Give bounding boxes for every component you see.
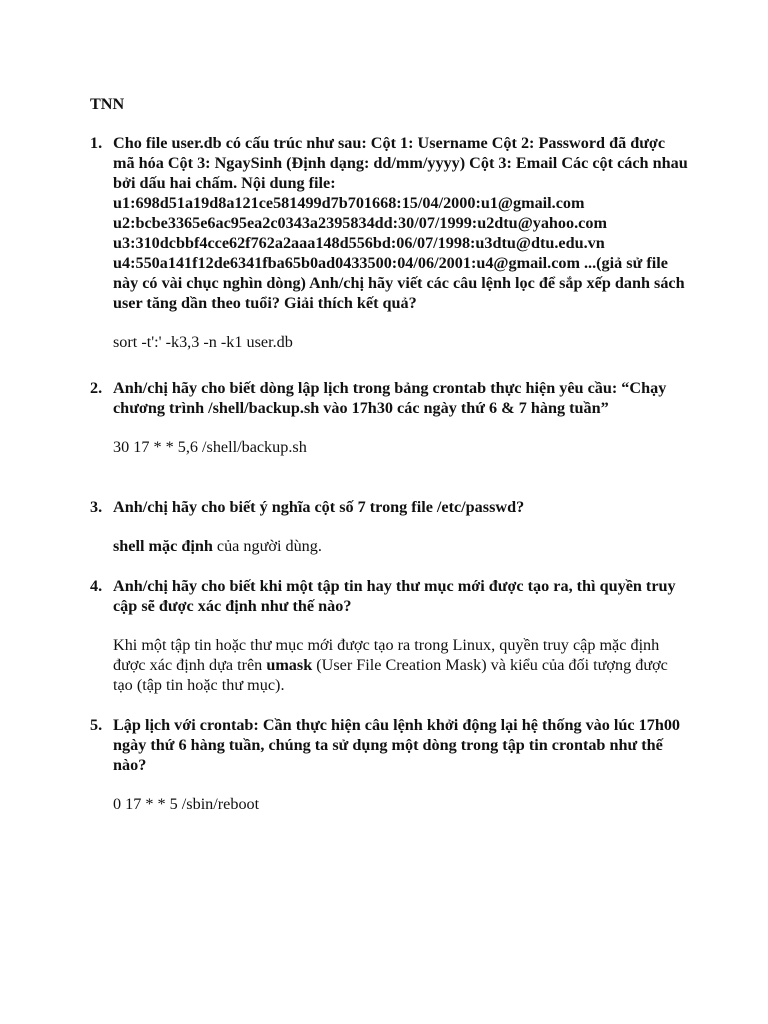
question-intro: Cho file user.db có cấu trúc như sau: Cột 1: Username Cột 2: Password đã được mã hóa Cột 3: NgaySinh (Định dạng: dd/mm/yyyy) Cột 3: Email Các cột cách nhau bởi dấu hai chấm. Nội dung file: (113, 134, 688, 192)
question-item-2 (90, 378, 690, 457)
question-number: 3. (90, 498, 103, 516)
document-title: TNN (90, 95, 125, 113)
answer-bold-term: shell mặc định (113, 537, 213, 555)
question-text: Anh/chị hãy cho biết khi một tập tin hay thư mục mới được tạo ra, thì quyền truy cập sẽ được xác định như thế nào? (113, 577, 676, 615)
file-line-1: u1:698d51a19d8a121ce581499d7b701668:15/04/2000:u1@gmail.com (113, 194, 585, 212)
question-text (113, 133, 690, 313)
question-item-1 (90, 133, 690, 352)
answer-text: 30 17 * * 5,6 /shell/backup.sh (113, 438, 307, 456)
question-item-3 (90, 497, 690, 556)
answer-text (113, 635, 690, 695)
file-line-3: u3:310dcbbf4cce62f762a2aaa148d556bd:06/07/1998:u3dtu@dtu.edu.vn (113, 234, 605, 252)
answer-text: sort -t':' -k3,3 -n -k1 user.db (113, 333, 293, 351)
question-number: 1. (90, 134, 103, 152)
question-number: 5. (90, 716, 103, 734)
answer-pre: Khi một tập tin hoặc thư mục mới được tạo ra trong Linux, quyền truy cập mặc định được xác định dựa trên (113, 636, 660, 674)
answer-text (113, 536, 690, 556)
answer-rest: của người dùng. (212, 537, 322, 555)
answer-text: 0 17 * * 5 /sbin/reboot (113, 795, 260, 813)
answer-bold-term: umask (266, 656, 313, 674)
question-text: Lập lịch với crontab: Cần thực hiện câu lệnh khởi động lại hệ thống vào lúc 17h00 ngày thứ 6 hàng tuần, chúng ta sử dụng một dòng trong tập tin crontab như thế nào? (113, 716, 681, 774)
question-item-4 (90, 576, 690, 695)
question-text: Anh/chị hãy cho biết ý nghĩa cột số 7 trong file /etc/passwd? (113, 498, 525, 516)
question-number: 2. (90, 379, 103, 397)
answer-post: (User File Creation Mask) và kiểu của đối tượng được tạo (tập tin hoặc thư mục). (113, 656, 668, 694)
question-rest: u4:550a141f12de6341fba65b0ad0433500:04/06/2001:u4@gmail.com ...(giả sử file này có vài chục nghìn dòng) Anh/chị hãy viết các câu lệnh lọc để sắp xếp danh sách user tăng dần theo tuổi? Giải thích kết quả? (113, 254, 685, 312)
file-line-2: u2:bcbe3365e6ac95ea2c0343a2395834dd:30/07/1999:u2dtu@yahoo.com (113, 214, 607, 232)
question-number: 4. (90, 577, 103, 595)
question-text: Anh/chị hãy cho biết dòng lập lịch trong bảng crontab thực hiện yêu cầu: “Chạy chương trình /shell/backup.sh vào 17h30 các ngày thứ 6 & 7 hàng tuần” (113, 379, 667, 417)
question-item-5 (90, 715, 690, 814)
